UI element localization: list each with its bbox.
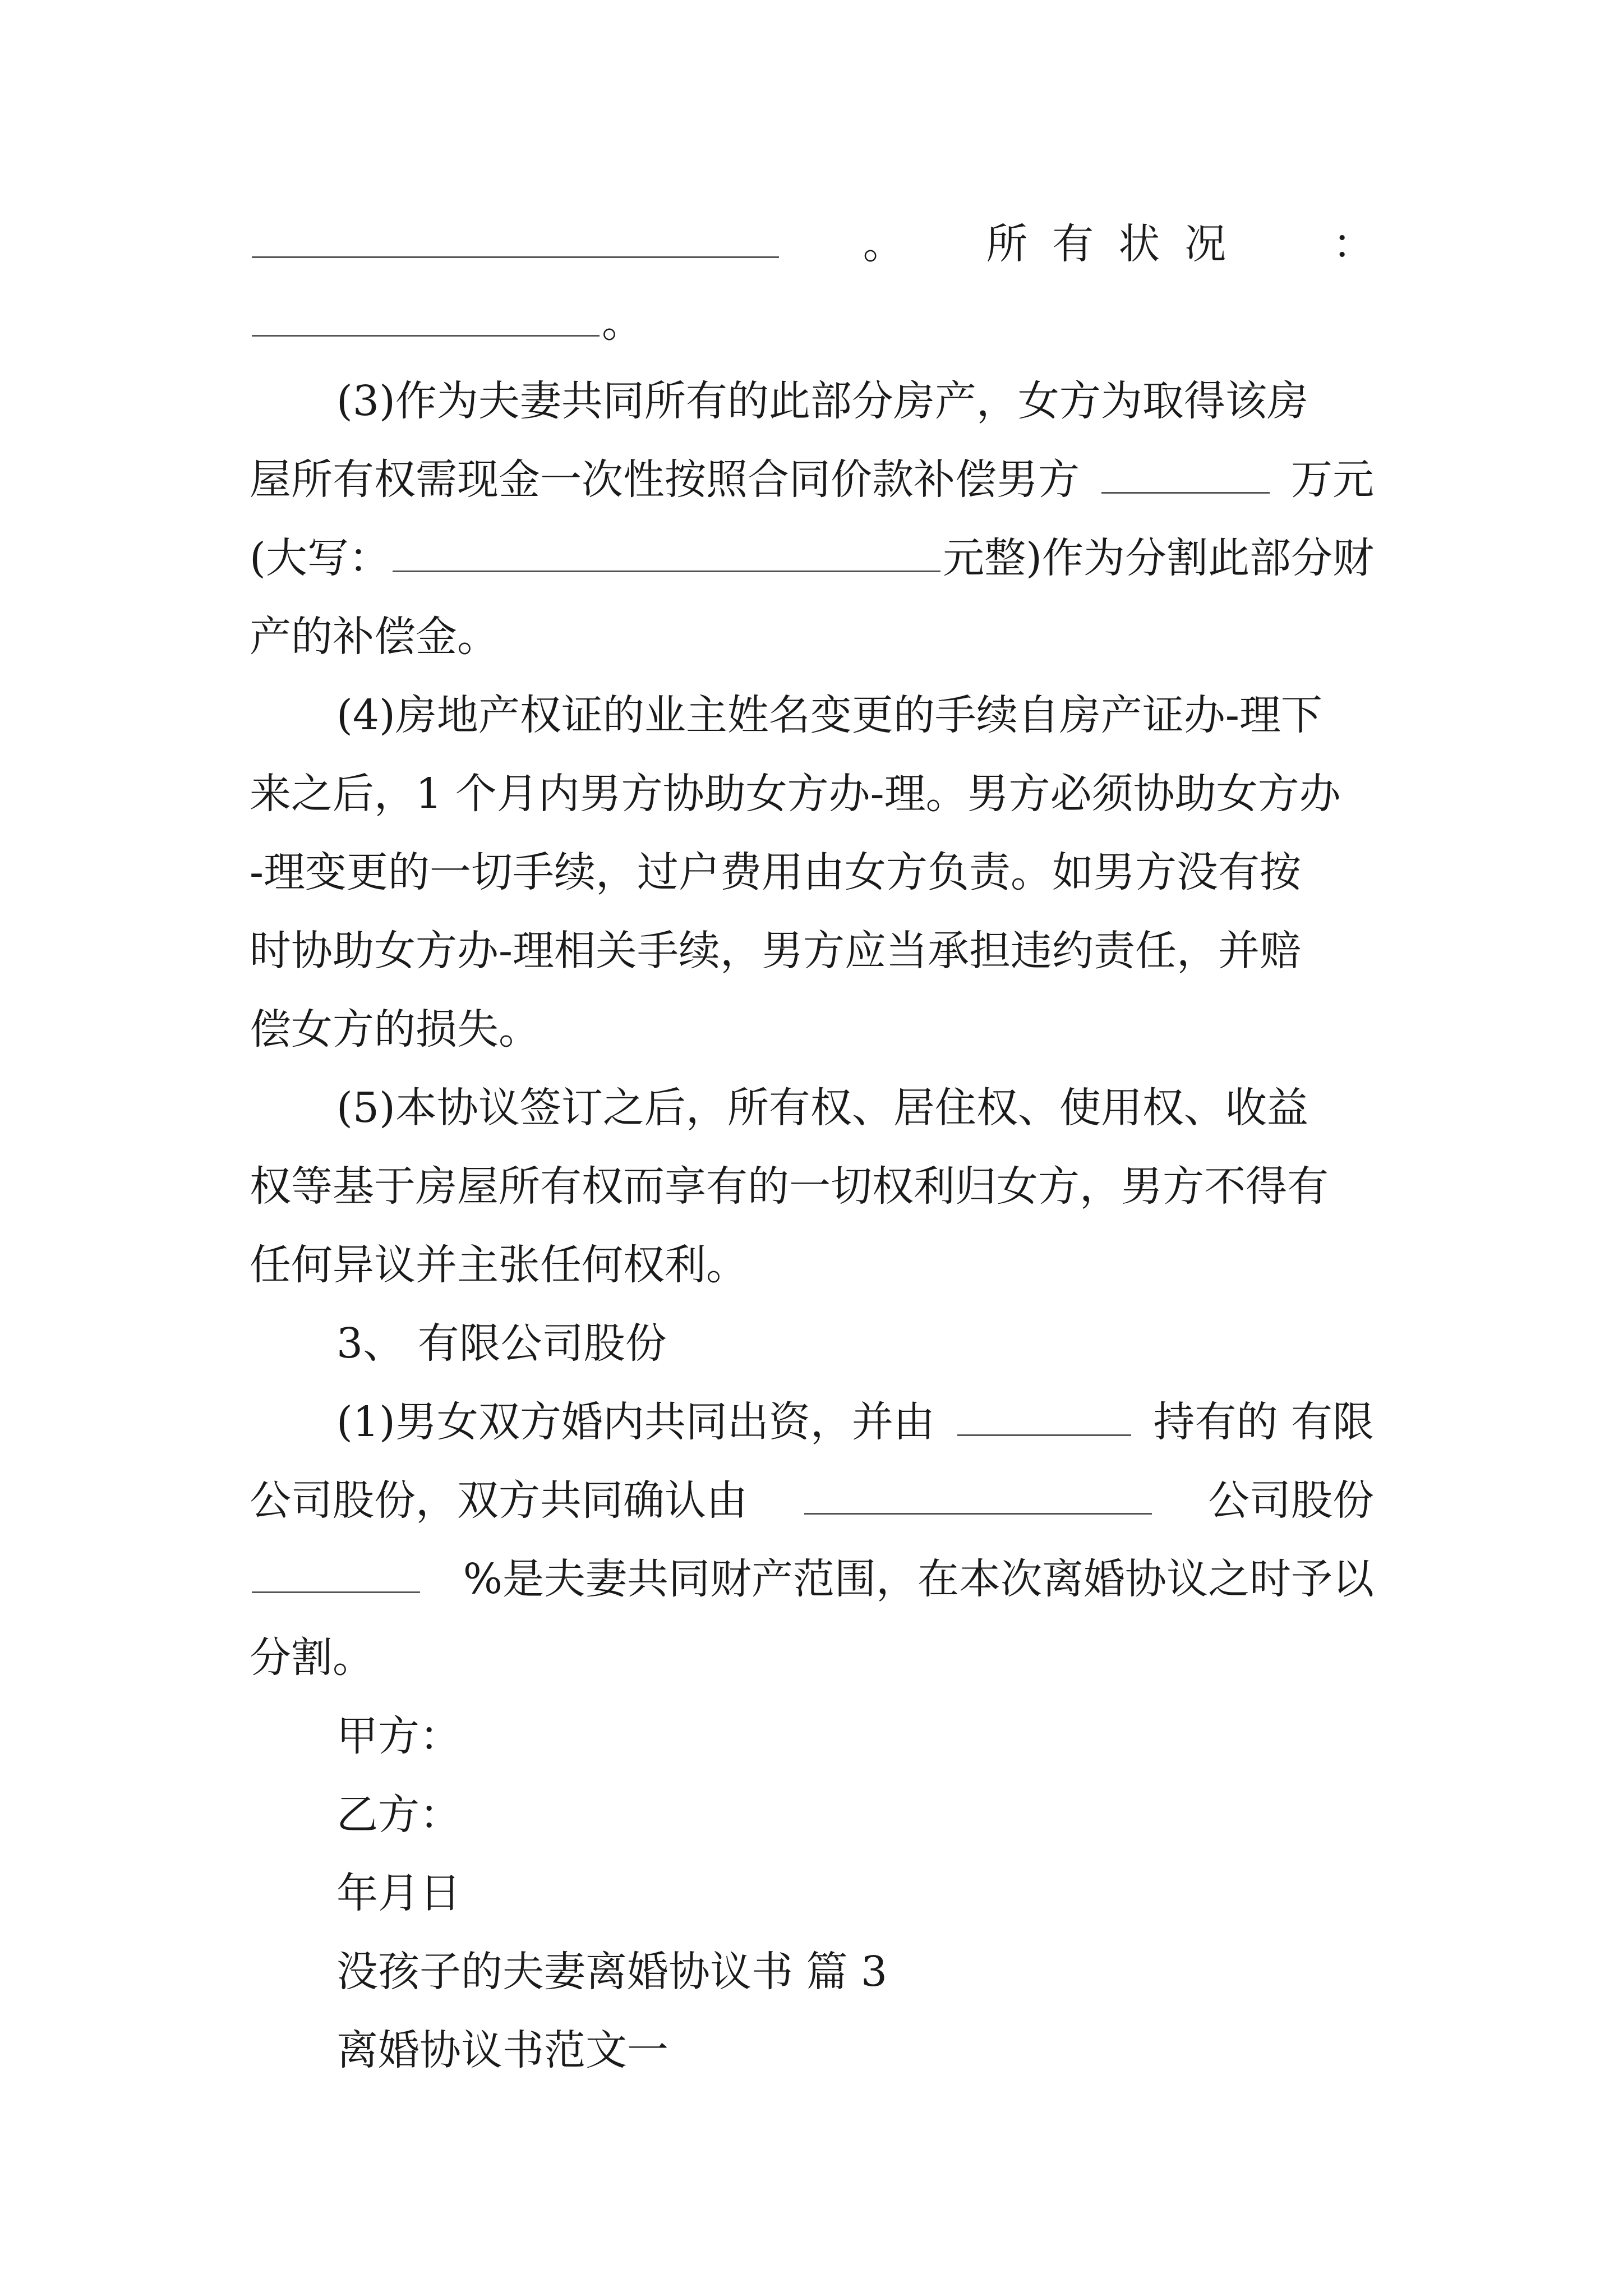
para-5-line-1 xyxy=(336,1069,1374,1147)
text-line: (5)本协议签订之后，所有权、居住权、使用权、收益 xyxy=(336,1084,1308,1132)
para-4-line-4 xyxy=(250,912,1374,990)
para-5-line-2 xyxy=(250,1147,1374,1226)
para-4-line-5 xyxy=(250,990,1374,1069)
party-a-line xyxy=(336,1697,1374,1775)
text-segment: 元整)作为分割此部分财 xyxy=(943,534,1374,582)
blank-field xyxy=(252,1552,420,1593)
party-a-label: 甲方： xyxy=(336,1712,461,1760)
para-3-line-2 xyxy=(250,440,1374,519)
text-segment: 公司股份 xyxy=(1208,1476,1374,1525)
section-heading: 3、 有限公司股份 xyxy=(336,1319,667,1368)
text-segment: 持有的 有限 xyxy=(1153,1398,1374,1446)
colon-mark: ： xyxy=(1332,220,1374,268)
text-segment: (1)男女双方婚内共同出资，并由 xyxy=(336,1398,935,1446)
text-segment: 万元 xyxy=(1291,455,1374,504)
section-3-line-3 xyxy=(250,1540,1374,1618)
text-segment: 屋所有权需现金一次性按照合同价款补偿男方 xyxy=(250,455,1080,504)
text-line: (3)作为夫妻共同所有的此部分房产，女方为取得该房 xyxy=(336,377,1308,425)
text-line: 时协助女方办-理相关手续，男方应当承担违约责任，并赔 xyxy=(250,927,1302,975)
date-line xyxy=(336,1854,1374,1932)
ownership-label: 所有状况 xyxy=(986,220,1251,268)
sample-title: 离婚协议书范文一 xyxy=(336,2026,668,2074)
period-mark: 。 xyxy=(602,298,643,347)
section-3-line-4 xyxy=(250,1618,1374,1697)
blank-field xyxy=(804,1474,1152,1515)
para-4-line-1 xyxy=(336,676,1374,754)
text-line: (4)房地产权证的业主姓名变更的手续自房产证办-理下 xyxy=(336,691,1322,739)
para-5-line-3 xyxy=(250,1226,1374,1304)
text-segment: 公司股份，双方共同确认由 xyxy=(250,1476,748,1525)
section-title-line xyxy=(336,1932,1374,2011)
section-3-line-2 xyxy=(250,1461,1374,1540)
para-4-line-3 xyxy=(250,833,1374,912)
para-3-line-4 xyxy=(250,597,1374,676)
para-3-line-1 xyxy=(336,362,1374,440)
sample-title-line xyxy=(336,2011,1374,2090)
text-segment: %是夫妻共同财产范围，在本次离婚协议之时予以 xyxy=(463,1555,1374,1603)
para-4-line-2 xyxy=(250,754,1374,833)
text-line: 产的补偿金。 xyxy=(250,613,499,661)
period-mark: 。 xyxy=(863,220,905,268)
blank-field xyxy=(393,531,940,572)
section-3-heading xyxy=(336,1304,1374,1383)
blank-field xyxy=(957,1395,1131,1436)
blank-field xyxy=(1101,453,1270,494)
text-line: -理变更的一切手续，过户费用由女方负责。如男方没有按 xyxy=(250,848,1302,896)
text-line: 分割。 xyxy=(250,1634,374,1682)
ownership-value-line xyxy=(250,283,1374,362)
ownership-line xyxy=(250,205,1374,283)
text-line: 偿女方的损失。 xyxy=(250,1005,540,1053)
section-title: 没孩子的夫妻离婚协议书 篇 3 xyxy=(336,1948,888,1996)
party-b-line xyxy=(336,1775,1374,1854)
blank-field xyxy=(252,217,779,258)
text-segment: (大写： xyxy=(250,534,390,582)
date-label: 年月日 xyxy=(336,1869,461,1917)
text-line: 来之后，1 个月内男方协助女方办-理。男方必须协助女方办 xyxy=(250,770,1341,818)
section-3-line-1 xyxy=(336,1383,1374,1461)
text-line: 权等基于房屋所有权而享有的一切权利归女方，男方不得有 xyxy=(250,1162,1329,1211)
blank-field xyxy=(252,296,600,337)
party-b-label: 乙方： xyxy=(336,1791,461,1839)
para-3-line-3 xyxy=(250,519,1374,597)
text-line: 任何异议并主张任何权利。 xyxy=(250,1241,748,1289)
